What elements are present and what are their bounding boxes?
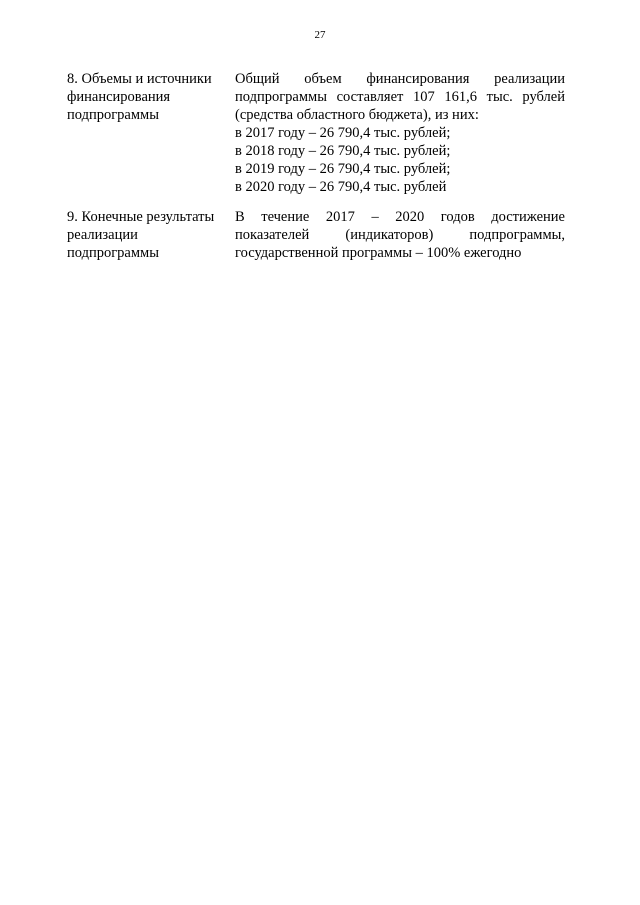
label-line: 8. Объемы и источники	[67, 71, 212, 87]
value-line-2017: в 2017 году – 26 790,4 тыс. рублей;	[235, 125, 451, 141]
value-line: Общий объем финансирования реализации	[235, 71, 565, 87]
passport-row-financing	[67, 70, 567, 196]
passport-row-results	[67, 208, 567, 262]
label-line: реализации	[67, 227, 138, 243]
row-value	[235, 70, 565, 196]
subprogram-passport-table	[67, 70, 567, 262]
row-label	[67, 70, 229, 196]
value-line-2019: в 2019 году – 26 790,4 тыс. рублей;	[235, 161, 451, 177]
value-line: (средства областного бюджета), из них:	[235, 107, 479, 123]
label-line: финансирования	[67, 89, 171, 105]
value-line: показателей (индикаторов) подпрограммы,	[235, 227, 565, 243]
row-label	[67, 208, 229, 262]
label-line: 9. Конечные результаты	[67, 209, 215, 225]
value-line-2018: в 2018 году – 26 790,4 тыс. рублей;	[235, 143, 451, 159]
row-value	[235, 208, 565, 262]
value-line: подпрограммы составляет 107 161,6 тыс. рублей	[235, 89, 565, 105]
value-line: В течение 2017 – 2020 годов достижение	[235, 209, 565, 225]
value-line: государственной программы – 100% ежегодно	[235, 245, 522, 261]
page-number: 27	[314, 29, 326, 41]
label-line: подпрограммы	[67, 107, 159, 123]
value-line-2020: в 2020 году – 26 790,4 тыс. рублей	[235, 179, 447, 195]
label-line: подпрограммы	[67, 245, 159, 261]
